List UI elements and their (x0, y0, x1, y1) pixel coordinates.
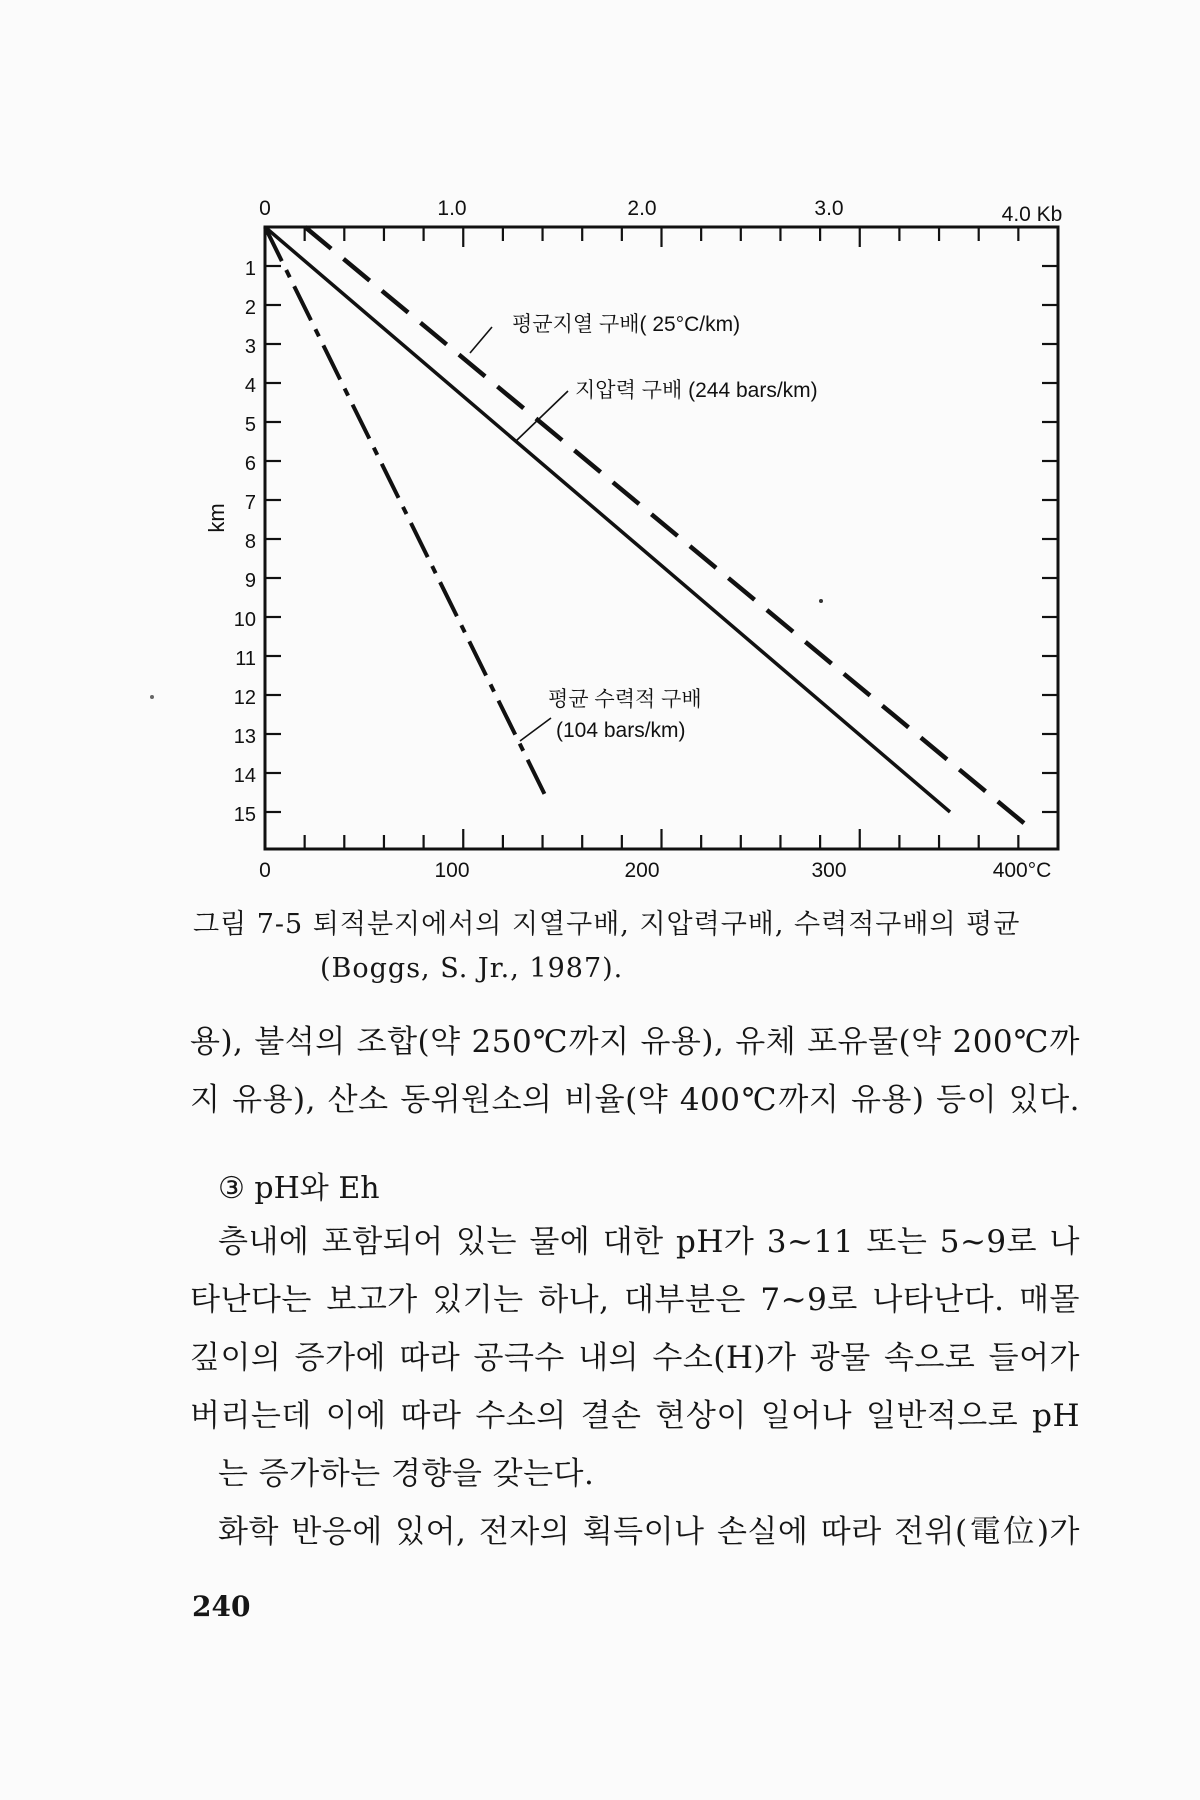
page-number: 240 (192, 1590, 251, 1623)
paragraph-2-main: 층내에 포함되어 있는 물에 대한 pH가 3~11 또는 5~9로 나타난다는 보고가 있기는 하나, 대부분은 7~9로 나타난다. 매몰 깊이의 증가에 따라 공극수 내의 수소(H)가 광물 속으로 들어가 버리는데 이에 따라 수소의 결손 현상이 일어나 일반적으로 pH (190, 1224, 1080, 1434)
scan-speck (150, 695, 154, 699)
scan-speck (819, 599, 823, 603)
caption-line-1: 그림 7-5 퇴적분지에서의 지열구배, 지압력구배, 수력적구배의 평균 (193, 909, 1021, 940)
hydrostatic-label-2: (104 bars/km) (556, 719, 686, 742)
top-tick-3: 3.0 (814, 197, 844, 220)
y-tick-13: 13 (233, 726, 256, 748)
y-tick-15: 15 (233, 804, 256, 826)
y-tick-12: 12 (233, 687, 256, 709)
y-tick-6: 6 (244, 453, 256, 475)
y-axis-label: km (204, 503, 229, 533)
y-tick-9: 9 (244, 570, 256, 592)
bottom-tick-1: 100 (434, 859, 470, 882)
y-tick-11: 11 (235, 648, 256, 670)
paragraph-1: 용), 불석의 조합(약 250℃까지 유용), 유체 포유물(약 200℃까지 유용), 산소 동위원소의 비율(약 400℃까지 유용) 등이 있다. (190, 1024, 1080, 1118)
y-tick-1: 1 (244, 258, 256, 280)
top-tick-4: 4.0 Kb (1001, 203, 1063, 226)
paragraph-3: 화학 반응에 있어, 전자의 획득이나 손실에 따라 전위(電位)가 (218, 1514, 1080, 1550)
top-tick-1: 1.0 (437, 197, 467, 220)
paragraph-2-last-line: 는 증가하는 경향을 갖는다. (218, 1456, 595, 1492)
bottom-tick-4: 400°C (992, 859, 1052, 882)
bottom-tick-3: 300 (811, 859, 847, 882)
hydrostatic-label-1: 평균 수력적 구배 (548, 688, 702, 711)
bottom-tick-2: 200 (624, 859, 660, 882)
geothermal-leader (470, 327, 492, 353)
top-tick-0: 0 (259, 197, 271, 220)
lithostatic-leader (516, 391, 568, 441)
y-tick-2: 2 (244, 297, 256, 319)
top-tick-2: 2.0 (627, 197, 657, 220)
y-tick-7: 7 (244, 492, 256, 514)
section-heading: ③ pH와 Eh (218, 1171, 380, 1206)
y-tick-4: 4 (244, 375, 256, 397)
y-tick-14: 14 (233, 765, 256, 787)
caption-line-2: (Boggs, S. Jr., 1987). (320, 953, 624, 984)
y-tick-3: 3 (244, 336, 256, 358)
bottom-tick-0: 0 (259, 859, 271, 882)
lithostatic-label: 지압력 구배 (244 bars/km) (575, 379, 818, 402)
figure-caption (193, 903, 1093, 991)
y-tick-8: 8 (244, 531, 256, 553)
paragraph-2 (190, 1213, 1080, 1503)
hydrostatic-leader (520, 718, 551, 741)
y-tick-10: 10 (233, 609, 256, 631)
geothermal-label: 평균지열 구배( 25°C/km) (512, 313, 741, 336)
y-tick-5: 5 (244, 414, 256, 436)
